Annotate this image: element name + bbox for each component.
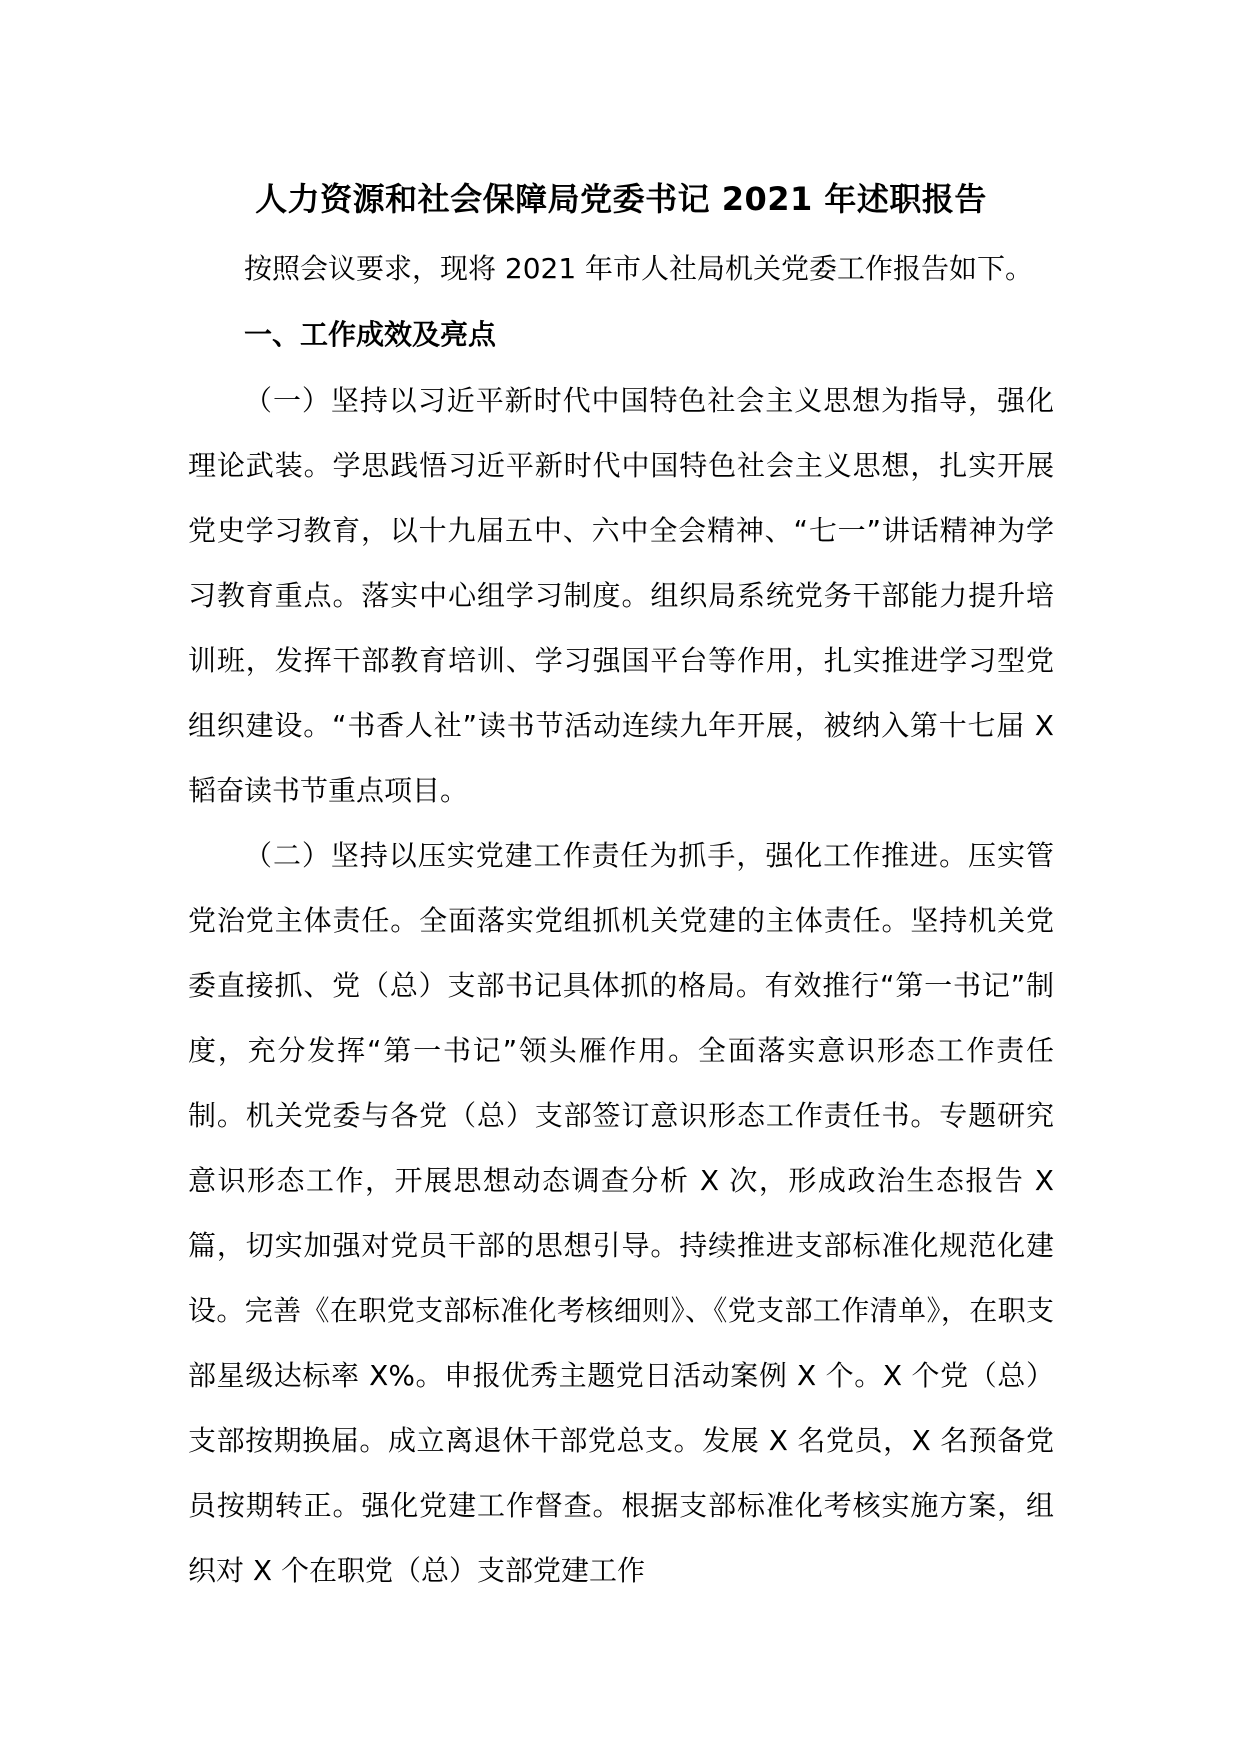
- section-heading: 一、工作成效及亮点: [244, 318, 497, 351]
- intro-paragraph: 按照会议要求，现将 2021 年市人社局机关党委工作报告如下。: [244, 252, 1034, 285]
- body-paragraph: （一）坚持以习近平新时代中国特色社会主义思想为指导，强化理论武装。学思践悟习近平新时代中国特色社会主义思想，扎实开展党史学习教育，以十九届五中、六中全会精神、“七一”讲话精神为学习教育重点。落实中心组学习制度。组织局系统党务干部能力提升培训班，发挥干部教育培训、学习强国平台等作用，扎实推进学习型党组织建设。“书香人社”读书节活动连续九年开展，被纳入第十七届 X 韬奋读书节重点项目。: [188, 384, 1054, 807]
- document-title: 人力资源和社会保障局党委书记 2021 年述职报告: [255, 180, 987, 218]
- document-body: [188, 174, 1054, 1603]
- body-paragraph: （二）坚持以压实党建工作责任为抓手，强化工作推进。压实管党治党主体责任。全面落实党组抓机关党建的主体责任。坚持机关党委直接抓、党（总）支部书记具体抓的格局。有效推行“第一书记”制度，充分发挥“第一书记”领头雁作用。全面落实意识形态工作责任制。机关党委与各党（总）支部签订意识形态工作责任书。专题研究意识形态工作，开展思想动态调查分析 X 次，形成政治生态报告 X 篇，切实加强对党员干部的思想引导。持续推进支部标准化规范化建设。完善《在职党支部标准化考核细则》、《党支部工作清单》，在职支部星级达标率 X%。申报优秀主题党日活动案例 X 个。X 个党（总）支部按期换届。成立离退休干部党总支。发展 X 名党员，X 名预备党员按期转正。强化党建工作督查。根据支部标准化考核实施方案，组织对 X 个在职党（总）支部党建工作: [188, 839, 1054, 1587]
